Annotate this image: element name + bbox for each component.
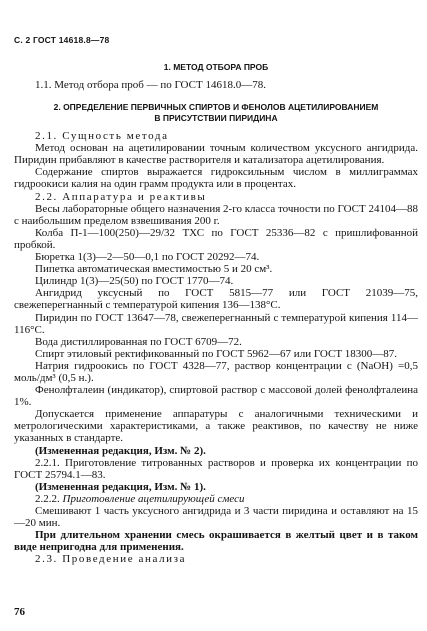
- paragraph-2-1-b: Содержание спиртов выражается гидроксильным числом в миллиграммах гидроокиси калия на один грамм продукта или в процентах.: [14, 166, 418, 191]
- page-header: С. 2 ГОСТ 14618.8—78: [14, 35, 110, 45]
- subsection-title-italic: Приготовление ацетилирующей смеси: [62, 492, 245, 505]
- section-2-heading: [14, 102, 418, 124]
- amendment-note: (Измененная редакция, Изм. № 2).: [35, 444, 206, 457]
- section-2-title-line-2: В ПРИСУТСТВИИ ПИРИДИНА: [154, 113, 278, 124]
- subsection-2-2-title: 2.2. Аппаратура и реактивы: [35, 190, 207, 203]
- list-item: Пипетка автоматическая вместимостью 5 и 20 см³.: [35, 263, 273, 276]
- paragraph-2-2-1: 2.2.1. Приготовление титрованных растворов и проверка их концентрации по ГОСТ 25794.1—83.: [14, 456, 418, 481]
- paragraph-1-1: 1.1. Метод отбора проб — по ГОСТ 14618.0—78.: [35, 79, 266, 91]
- document-body: [14, 62, 418, 565]
- list-item: Колба П-1—100(250)—29/32 ТХС по ГОСТ 25336—82 с пришлифованной пробкой.: [14, 226, 418, 251]
- list-item: Пиридин по ГОСТ 13647—78, свежеперегнанный с температурой кипения 114—116°С.: [14, 311, 418, 336]
- amendment-note: (Измененная редакция, Изм. № 1).: [35, 480, 206, 493]
- section-2-title-line-1: 2. ОПРЕДЕЛЕНИЕ ПЕРВИЧНЫХ СПИРТОВ И ФЕНОЛОВ АЦЕТИЛИРОВАНИЕМ: [53, 102, 379, 113]
- list-item: Спирт этиловый ректификованный по ГОСТ 5962—67 или ГОСТ 18300—87.: [35, 347, 398, 360]
- page-number: 76: [14, 606, 25, 618]
- list-item: Цилиндр 1(3)—25(50) по ГОСТ 1770—74.: [35, 275, 234, 288]
- page-footer: [14, 606, 418, 618]
- list-item: Бюретка 1(3)—2—50—0,1 по ГОСТ 20292—74.: [35, 251, 260, 264]
- list-item: Фенолфталеин (индикатор), спиртовой раствор с массовой долей фенолфталеина 1%.: [14, 384, 418, 409]
- subsection-2-3-title: 2.3. Проведение анализа: [35, 553, 187, 566]
- paragraph-2-1-a: Метод основан на ацетилировании точным количеством уксусного ангидрида. Пиридин прибавляют в качестве растворителя и катализатора ацетилирования.: [14, 142, 418, 167]
- section-1-title: 1. МЕТОД ОТБОРА ПРОБ: [163, 62, 269, 72]
- subsection-2-1-title: 2.1. Сущность метода: [35, 130, 169, 143]
- list-item: Вода дистиллированная по ГОСТ 6709—72.: [35, 335, 242, 348]
- list-item: Допускается применение аппаратуры с аналогичными техническими и метрологическими характеристиками, а также реактивов, по качеству не ниже указанных в стандарте.: [14, 408, 418, 445]
- list-item: Весы лабораторные общего назначения 2-го класса точности по ГОСТ 24104—88 с наибольшим пределом взвешивания 200 г.: [14, 202, 418, 227]
- subsection-number: 2.2.2.: [35, 492, 60, 505]
- paragraph-2-2-2-a: Смешивают 1 часть уксусного ангидрида и 3 части пиридина и оставляют на 15—20 мин.: [14, 505, 418, 530]
- list-item: Натрия гидроокись по ГОСТ 4328—77, раствор концентрации с (NaOH) =0,5 моль/дм³ (0,5 н.).: [14, 359, 418, 384]
- paragraph-2-2-2-b: При длительном хранении смесь окрашивается в желтый цвет и в таком виде непригодна для применения.: [14, 529, 418, 554]
- list-item: Ангидрид уксусный по ГОСТ 5815—77 или ГОСТ 21039—75, свежеперегнанный с температурой кипения 136—138°С.: [14, 287, 418, 312]
- subsection-2-2-2-title: [14, 493, 418, 505]
